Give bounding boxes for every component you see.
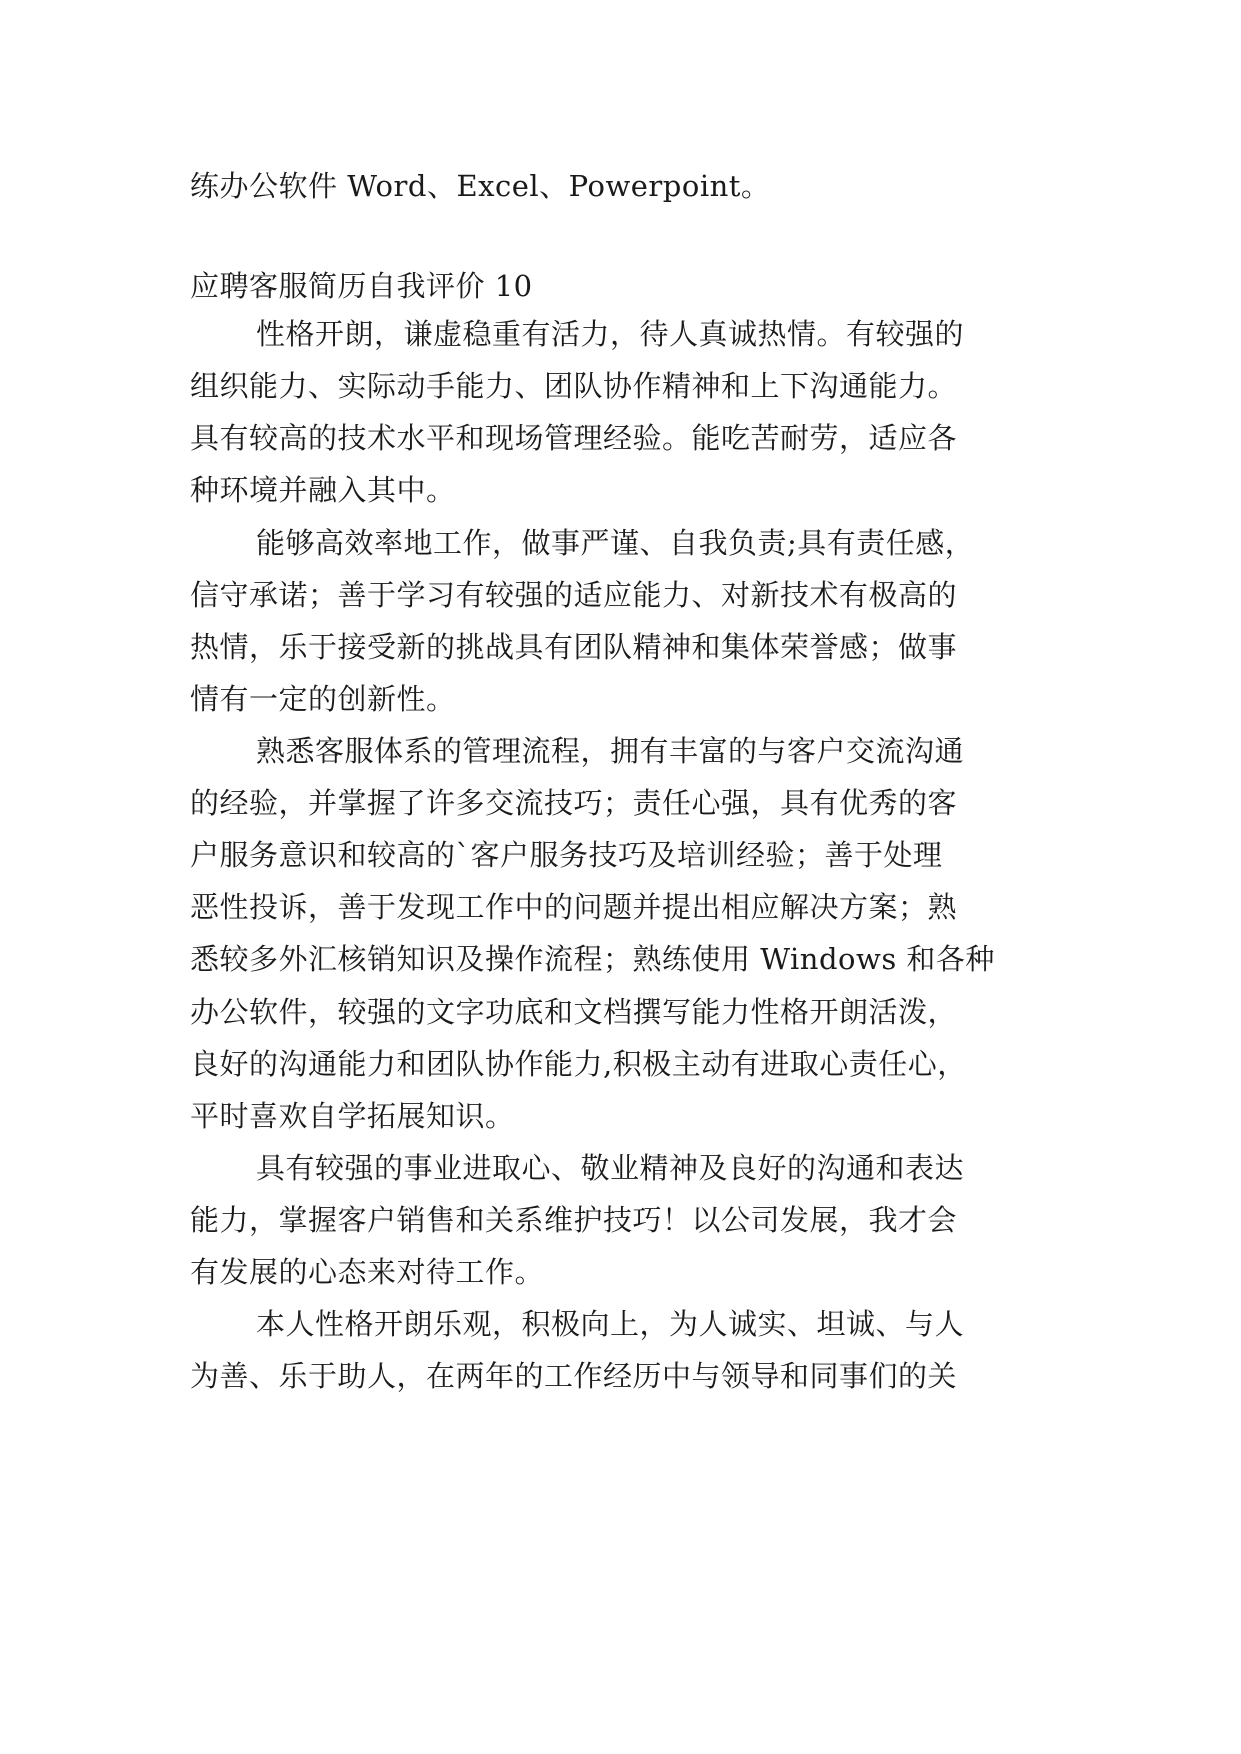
paragraph-line: 情有一定的创新性。 — [190, 682, 456, 716]
paragraph-line: 平时喜欢自学拓展知识。 — [190, 1099, 515, 1133]
paragraph-line: 热情，乐于接受新的挑战具有团队精神和集体荣誉感；做事 — [190, 630, 958, 664]
paragraph-line: 的经验，并掌握了许多交流技巧；责任心强，具有优秀的客 — [190, 786, 958, 820]
paragraph-line: 具有较强的事业进取心、敬业精神及良好的沟通和表达 — [256, 1151, 965, 1185]
paragraph-line: 本人性格开朗乐观，积极向上，为人诚实、坦诚、与人 — [256, 1307, 965, 1341]
paragraph-line: 户服务意识和较高的`客户服务技巧及培训经验；善于处理 — [190, 838, 943, 872]
paragraph-line: 信守承诺；善于学习有较强的适应能力、对新技术有极高的 — [190, 578, 958, 612]
paragraph-line: 具有较高的技术水平和现场管理经验。能吃苦耐劳，适应各 — [190, 421, 958, 455]
paragraph-line: 能力，掌握客户销售和关系维护技巧！以公司发展，我才会 — [190, 1203, 958, 1237]
paragraph-line: 性格开朗，谦虚稳重有活力，待人真诚热情。有较强的 — [256, 317, 965, 351]
section-heading: 应聘客服简历自我评价 10 — [190, 269, 533, 303]
paragraph-line: 有发展的心态来对待工作。 — [190, 1255, 545, 1289]
paragraph-line: 组织能力、实际动手能力、团队协作精神和上下沟通能力。 — [190, 369, 958, 403]
paragraph-line: 种环境并融入其中。 — [190, 473, 456, 507]
paragraph-line: 悉较多外汇核销知识及操作流程；熟练使用 Windows 和各种 — [190, 942, 995, 976]
paragraph-line: 能够高效率地工作，做事严谨、自我负责;具有责任感， — [256, 526, 975, 560]
paragraph-line: 办公软件，较强的文字功底和文档撰写能力性格开朗活泼， — [190, 995, 958, 1029]
text-line: 练办公软件 Word、Excel、Powerpoint。 — [190, 169, 771, 203]
paragraph-line: 熟悉客服体系的管理流程，拥有丰富的与客户交流沟通 — [256, 734, 965, 768]
paragraph-line: 为善、乐于助人，在两年的工作经历中与领导和同事们的关 — [190, 1359, 958, 1393]
paragraph-line: 恶性投诉，善于发现工作中的问题并提出相应解决方案；熟 — [190, 890, 958, 924]
paragraph-line: 良好的沟通能力和团队协作能力,积极主动有进取心责任心， — [190, 1047, 967, 1081]
